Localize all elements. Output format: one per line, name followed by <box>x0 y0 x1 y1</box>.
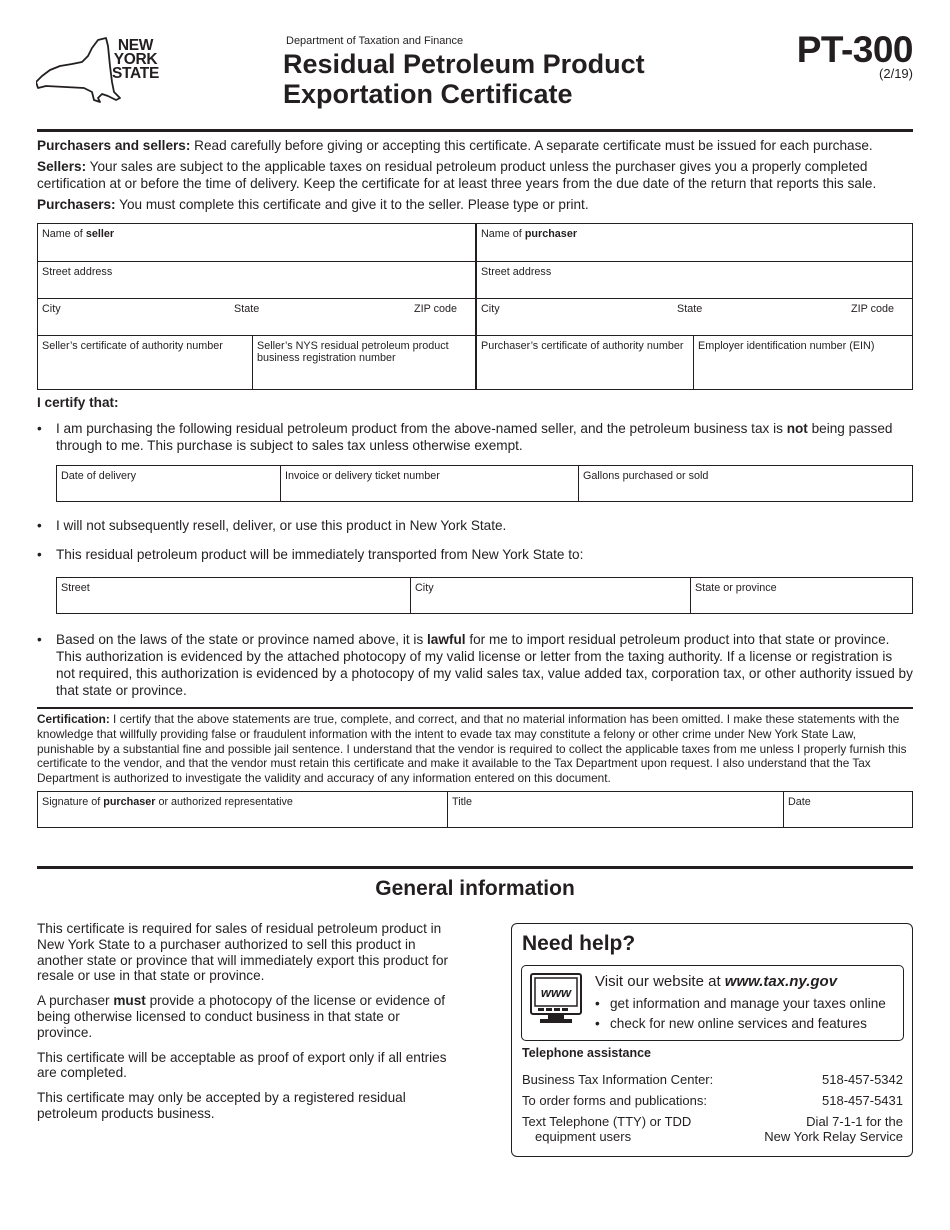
date-field[interactable]: Date <box>788 796 811 808</box>
general-info-title: General information <box>375 877 575 900</box>
seller-state-label: State <box>234 303 260 315</box>
intro-sellers: Sellers: Your sales are subject to the applicable taxes on residual petroleum product unless the purchaser gives you a properly completed certification at or before the time of delivery. Keep the certificate for at least three years from the due date of the return that reports this sale. <box>37 159 877 191</box>
need-help-box: Need help? www Visit our website at www.tax.ny.gov • get information and manage your taxes online • check for new online services and features Telephone assistance Business Tax Information Center: 518-457-5342 To order forms and publications: 518-457-5431 Text Telephone (TTY) or TDD equipment users Dial 7-1-1 for the New York Relay Service <box>511 923 913 1157</box>
logo-wordmark: NEW YORK STATE <box>112 37 160 82</box>
certify-bullet-2: • I will not subsequently resell, deliver, or use this product in New York State. <box>37 518 507 533</box>
general-p4: This certificate may only be accepted by a registered residual petroleum products business. <box>37 1090 406 1121</box>
purchaser-cert-authority-field[interactable]: Purchaser’s certificate of authority number <box>481 340 684 352</box>
website-box <box>521 965 904 1041</box>
website-bullet-2: • check for new online services and features <box>595 1016 867 1031</box>
seller-registration-field[interactable]: Seller’s NYS residual petroleum product business registration number <box>257 340 449 364</box>
certification-divider <box>37 707 913 709</box>
invoice-number-field[interactable]: Invoice or delivery ticket number <box>285 470 440 482</box>
destination-city-field[interactable]: City <box>415 582 434 594</box>
delivery-grid <box>56 465 913 502</box>
website-bullet-1: • get information and manage your taxes online <box>595 996 886 1011</box>
certify-bullet-1: • I am purchasing the following residual petroleum product from the above-named seller, and the petroleum business tax is not being passed through to me. This purchase is subject to sales tax unless otherwise exempt. <box>37 421 893 453</box>
intro-purchasers-sellers: Purchasers and sellers: Read carefully before giving or accepting this certificate. A separate certificate must be issued for each purchase. <box>37 138 873 153</box>
general-p2: A purchaser must provide a photocopy of the license or evidence of being otherwise licensed to conduct business in that state or province. <box>37 993 446 1040</box>
seller-city-field[interactable]: City State ZIP code <box>42 303 457 315</box>
computer-monitor-icon <box>530 973 582 1025</box>
purchaser-state-label: State <box>677 303 703 315</box>
intro-instructions <box>37 137 913 217</box>
nys-logo <box>36 36 160 104</box>
purchaser-name-field[interactable]: Name of purchaser <box>481 228 578 240</box>
title-field[interactable]: Title <box>452 796 472 808</box>
seller-cert-authority-field[interactable]: Seller’s certificate of authority number <box>42 340 223 352</box>
signature-grid <box>37 791 913 828</box>
general-info-text <box>37 921 452 1131</box>
form-revision: (2/19) <box>879 66 913 81</box>
certify-bullet-4: • Based on the laws of the state or province named above, it is lawful for me to import residual petroleum product into that state or province. This authorization is evidenced by the attached photocopy of my valid license or letter from the taxing authority. If a license or registration is not required, this authorization is evidenced by a photocopy of my valid sales tax, value added tax, corporation tax, or other authority issued by that state or province. <box>37 632 913 698</box>
department-name: Department of Taxation and Finance <box>286 35 464 47</box>
phone-row-tty: Text Telephone (TTY) or TDD equipment users Dial 7-1-1 for the New York Relay Service <box>522 1114 903 1144</box>
telephone-heading: Telephone assistance <box>522 1046 651 1060</box>
general-p1: This certificate is required for sales of residual petroleum product in New York State to a purchaser authorized to sell this product in another state or province that will immediately export this product for resale or use in that state or province. <box>37 921 449 984</box>
purchaser-ein-field[interactable]: Employer identification number (EIN) <box>698 340 875 352</box>
form-title: Residual Petroleum Product Exportation Certificate <box>283 49 645 109</box>
gallons-field[interactable]: Gallons purchased or sold <box>583 470 709 482</box>
seller-name-field[interactable]: Name of seller <box>42 228 115 240</box>
date-of-delivery-field[interactable]: Date of delivery <box>61 470 137 482</box>
form-number: PT-300 <box>796 29 913 70</box>
seller-zip-label: ZIP code <box>413 303 457 315</box>
general-divider <box>37 866 913 869</box>
purchaser-street-field[interactable]: Street address <box>481 266 552 278</box>
need-help-title: Need help? <box>522 932 636 955</box>
www-label: www <box>540 985 572 1000</box>
seller-street-field[interactable]: Street address <box>42 266 113 278</box>
general-p3: This certificate will be acceptable as proof of export only if all entries are completed. <box>37 1049 447 1081</box>
certification-statement: Certification: I certify that the above statements are true, complete, and correct, and that no material information has been omitted. I make these statements with the knowledge that willfully providing false or fraudulent information with the intent to evade tax may constitute a felony or other crime under New York State Law, punishable by a substantial fine and possible jail sentence. I understand that the vendor is required to collect the applicable taxes from me unless I properly furnish this certificate to the vendor, and that the vendor must retain this certificate and make it available to the Tax Department upon request. I also understand that the Tax Department is authorized to investigate the validity and accuracy of any information entered on this document. <box>37 712 907 786</box>
destination-state-field[interactable]: State or province <box>695 582 777 594</box>
purchaser-zip-label: ZIP code <box>850 303 894 315</box>
header-divider <box>37 129 913 132</box>
visit-website-text: Visit our website at www.tax.ny.gov <box>595 973 838 990</box>
intro-purchasers: Purchasers: You must complete this certificate and give it to the seller. Please type or print. <box>37 197 589 212</box>
signature-field[interactable]: Signature of purchaser or authorized representative <box>42 796 293 808</box>
parties-grid <box>37 223 913 390</box>
certify-bullet-3: • This residual petroleum product will be immediately transported from New York State to: <box>37 547 584 562</box>
purchaser-city-field[interactable]: City State ZIP code <box>481 303 894 315</box>
website-link[interactable]: www.tax.ny.gov <box>724 973 838 990</box>
destination-grid <box>56 577 913 614</box>
destination-street-field[interactable]: Street <box>61 582 90 594</box>
certify-heading: I certify that: <box>37 395 119 410</box>
